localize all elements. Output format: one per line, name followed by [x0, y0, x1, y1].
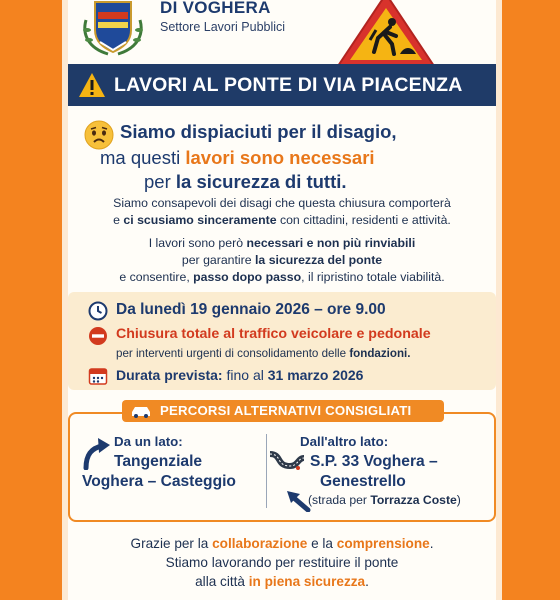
routes-header — [122, 400, 444, 422]
route-side-2-road: S.P. 33 Voghera – — [310, 453, 438, 470]
orange-frame-right — [502, 0, 560, 600]
route-side-2-label: Dall'altro lato: — [300, 434, 389, 449]
route-side-1-label: Da un lato: — [114, 434, 183, 449]
route-side-2-note: (strada per Torrazza Coste) — [308, 493, 461, 507]
orange-frame-left — [0, 0, 62, 600]
thanks-line: alla città in piena sicurezza. — [195, 574, 369, 589]
notice-poster — [68, 0, 496, 600]
calendar-icon — [88, 366, 108, 386]
message-line: I lavori sono però necessari e non più rinviabili — [148, 236, 416, 250]
route-side-1-road: Tangenziale — [114, 453, 203, 470]
frame-inner-right — [496, 0, 502, 600]
city-name: DI VOGHERA — [160, 0, 271, 17]
route-side-2-road: Genestrello — [320, 473, 406, 490]
car-icon — [130, 404, 152, 418]
start-date: Da lunedì 19 gennaio 2026 – ore 9.00 — [116, 301, 386, 318]
message-line: e consentire, passo dopo passo, il ripristino totale viabilità. — [119, 270, 445, 284]
warning-triangle-icon — [78, 72, 106, 98]
apology-line-1: Siamo dispiaciuti per il disagio, — [120, 121, 397, 142]
schedule-info-box — [68, 292, 496, 390]
apology-line-3: per la sicurezza di tutti. — [144, 171, 347, 192]
sad-face-icon — [84, 120, 114, 150]
routes-title: PERCORSI ALTERNATIVI CONSIGLIATI — [160, 403, 412, 418]
message-line: Siamo consapevoli dei disagi che questa chiusura comporterà — [113, 196, 451, 210]
closure-text: Chiusura totale al traffico veicolare e pedonale — [116, 326, 431, 342]
page-title: LAVORI AL PONTE DI VIA PIACENZA — [114, 74, 463, 96]
no-entry-icon — [88, 326, 108, 346]
thanks-line: Grazie per la collaborazione e la comprensione. — [130, 536, 434, 551]
message-line: e ci scusiamo sinceramente con cittadini, residenti e attività. — [113, 213, 451, 227]
clock-icon — [88, 301, 108, 321]
expected-duration: Durata prevista: fino al 31 marzo 2026 — [116, 367, 364, 383]
message-line: per garantire la sicurezza del ponte — [181, 253, 383, 267]
road-works-sign-icon — [334, 0, 438, 68]
routes-divider — [266, 434, 267, 508]
title-banner — [68, 64, 496, 106]
department-name: Settore Lavori Pubblici — [160, 20, 286, 34]
apology-line-2: ma questi lavori sono necessari — [100, 147, 375, 168]
winding-road-icon — [268, 450, 306, 472]
route-side-1-road: Voghera – Casteggio — [82, 473, 236, 490]
curved-arrow-icon — [80, 436, 112, 470]
closure-reason: per interventi urgenti di consolidamento delle fondazioni. — [116, 347, 411, 360]
municipal-crest-icon — [78, 0, 148, 58]
thanks-line: Stiamo lavorando per restituire il ponte — [165, 555, 399, 570]
